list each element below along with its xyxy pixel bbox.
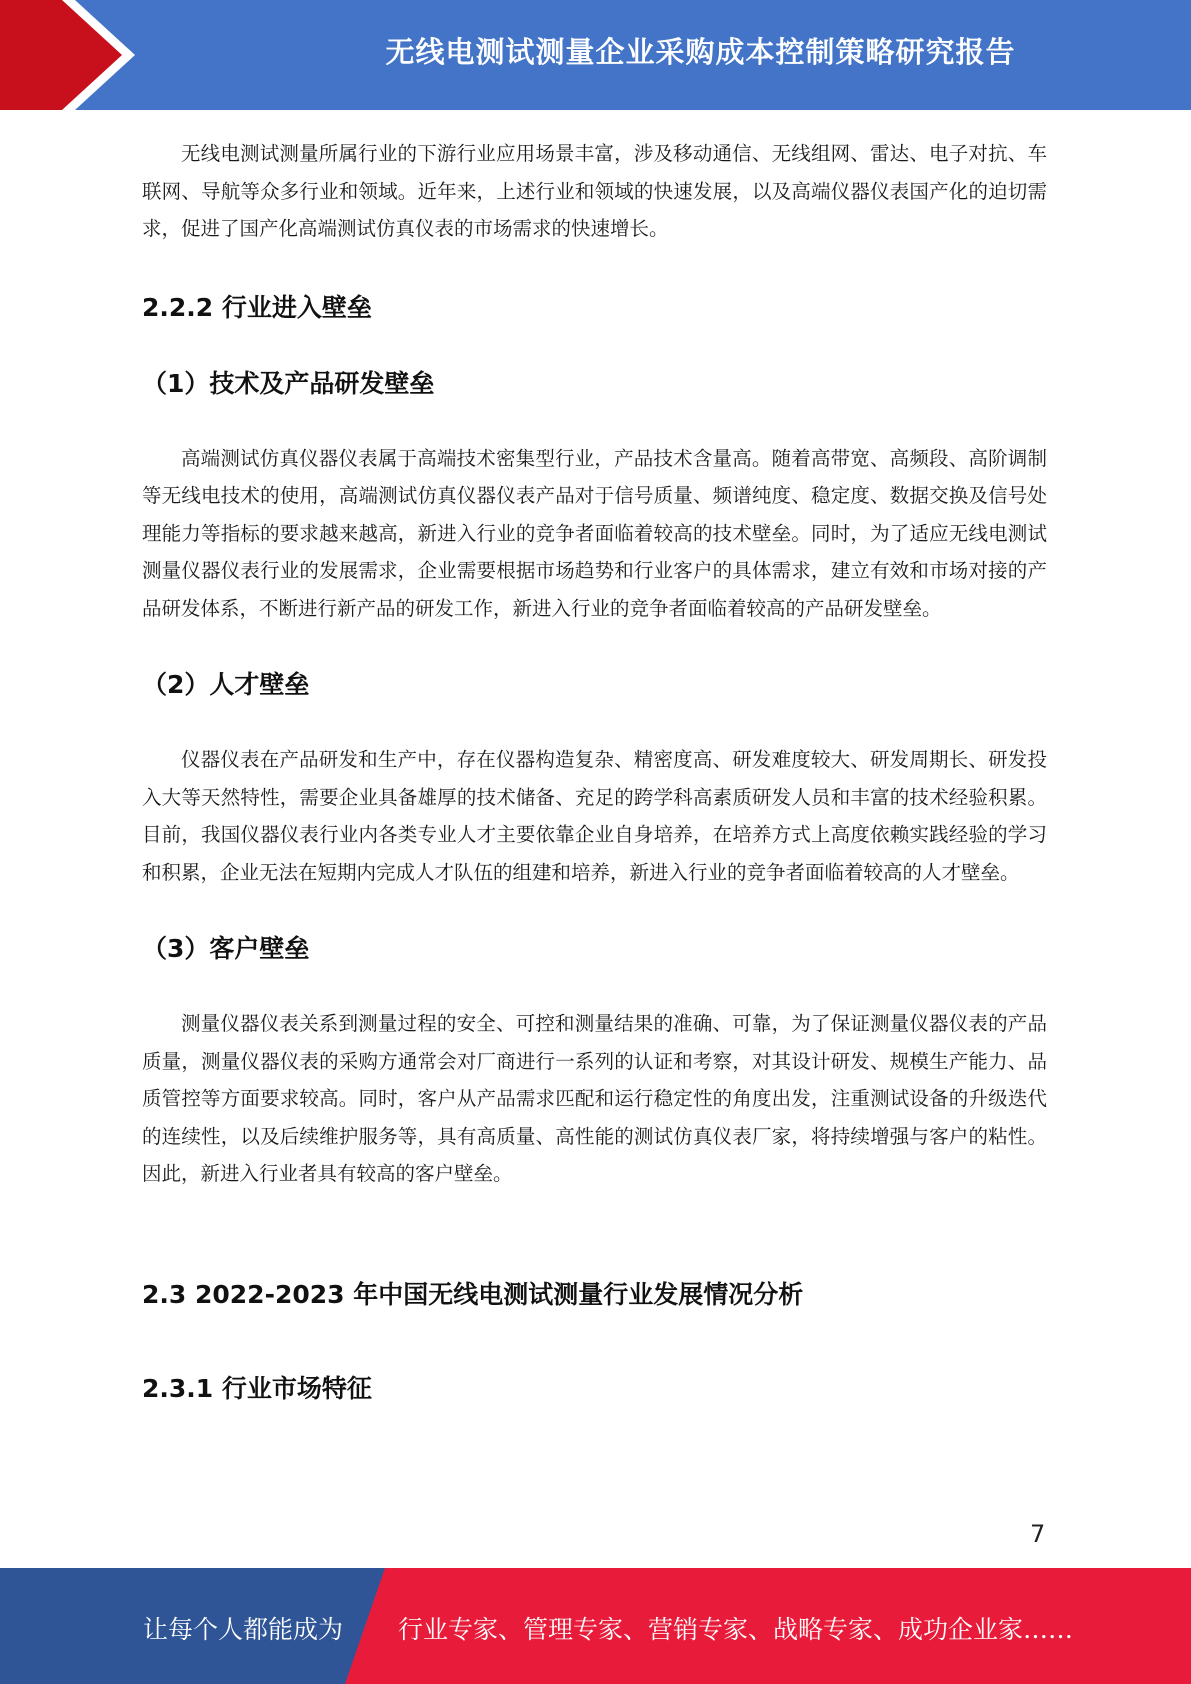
customer-barrier-paragraph: 测量仪器仪表关系到测量过程的安全、可控和测量结果的准确、可靠，为了保证测量仪器仪表的产品质量，测量仪器仪表的采购方通常会对厂商进行一系列的认证和考察，对其设计研发、规模生产能力、品质管控等方面要求较高。同时，客户从产品需求匹配和运行稳定性的角度出发，注重测试设备的升级迭代的连续性，以及后续维护服务等，具有高质量、高性能的测试仿真仪表厂家，将持续增强与客户的粘性。因此，新进入行业者具有较高的客户壁垒。	[142, 1012, 1047, 1185]
footer-slogan-left: 让每个人都能成为	[143, 1615, 344, 1644]
page-number: 7	[1030, 1520, 1046, 1548]
subsection-heading-tech-barrier: （1）技术及产品研发壁垒	[142, 368, 435, 398]
intro-paragraph: 无线电测试测量所属行业的下游行业应用场景丰富，涉及移动通信、无线组网、雷达、电子对抗、车联网、导航等众多行业和领域。近年来，上述行业和领域的快速发展，以及高端仪器仪表国产化的迫切需求，促进了国产化高端测试仿真仪表的市场需求的快速增长。	[142, 142, 1047, 240]
talent-barrier-paragraph: 仪器仪表在产品研发和生产中，存在仪器构造复杂、精密度高、研发难度较大、研发周期长、研发投入大等天然特性，需要企业具备雄厚的技术储备、充足的跨学科高素质研发人员和丰富的技术经验积累。目前，我国仪器仪表行业内各类专业人才主要依靠企业自身培养，在培养方式上高度依赖实践经验的学习和积累，企业无法在短期内完成人才队伍的组建和培养，新进入行业的竞争者面临着较高的人才壁垒。	[142, 748, 1047, 884]
section-heading-2-3: 2.3 2022-2023 年中国无线电测试测量行业发展情况分析	[142, 1279, 804, 1309]
subsection-heading-customer-barrier: （3）客户壁垒	[142, 934, 310, 963]
subsection-heading-talent-barrier: （2）人才壁垒	[142, 670, 310, 699]
section-heading-2-2-2: 2.2.2 行业进入壁垒	[142, 292, 372, 322]
header-arrow-decoration	[0, 0, 160, 110]
tech-barrier-paragraph: 高端测试仿真仪器仪表属于高端技术密集型行业，产品技术含量高。随着高带宽、高频段、高阶调制等无线电技术的使用，高端测试仿真仪器仪表产品对于信号质量、频谱纯度、稳定度、数据交换及信号处理能力等指标的要求越来越高，新进入行业的竞争者面临着较高的技术壁垒。同时，为了适应无线电测试测量仪器仪表行业的发展需求，企业需要根据市场趋势和行业客户的具体需求，建立有效和市场对接的产品研发体系，不断进行新产品的研发工作，新进入行业的竞争者面临着较高的产品研发壁垒。	[142, 446, 1047, 620]
page-header	[0, 0, 1191, 110]
report-title: 无线电测试测量企业采购成本控制策略研究报告	[385, 35, 1016, 69]
page-footer	[0, 1568, 1191, 1684]
footer-slogan-right: 行业专家、管理专家、营销专家、战略专家、成功企业家……	[398, 1615, 1074, 1644]
page-content	[142, 135, 1047, 1405]
section-heading-2-3-1: 2.3.1 行业市场特征	[142, 1373, 372, 1403]
